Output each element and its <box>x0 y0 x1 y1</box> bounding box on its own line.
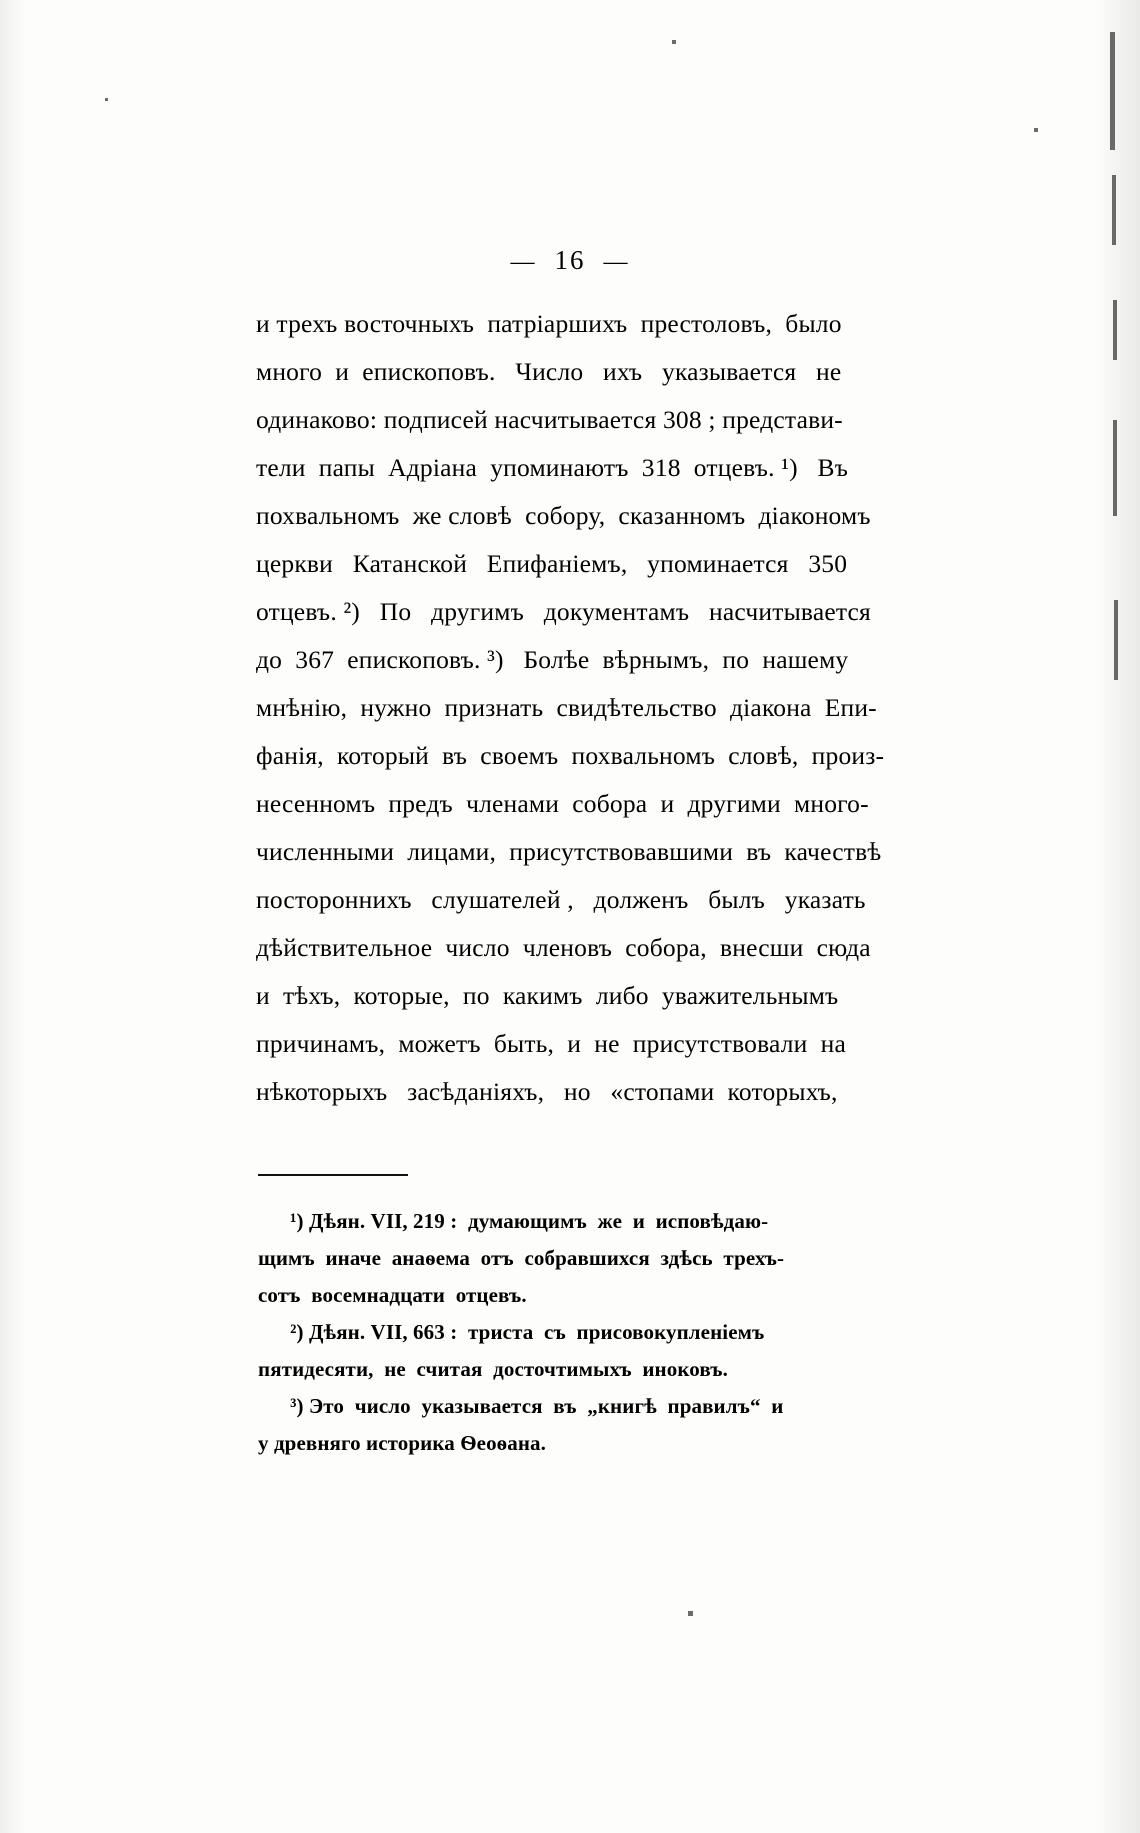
page-number-dash-left: — <box>510 249 537 275</box>
scan-artifact-mark <box>1113 300 1117 360</box>
body-line: церкви Катанской Епифаніемъ, упоминается 350 <box>256 549 848 578</box>
body-line: нѣкоторыхъ засѣданіяхъ, но «стопами которыхъ, <box>256 1077 838 1106</box>
footnote-line: ³) Это число указывается въ „книгѣ правилъ“ и <box>258 1394 784 1418</box>
page-number <box>0 245 1140 276</box>
scan-artifact-mark <box>1110 32 1115 150</box>
scan-artifact-mark <box>1113 420 1117 516</box>
body-line: одинаково: подписей насчитывается 308 ; представи- <box>256 405 843 434</box>
body-line: численными лицами, присутствовавшими въ качествѣ <box>256 837 882 866</box>
body-text <box>256 300 884 1116</box>
footnote-line: сотъ восемнадцати отцевъ. <box>258 1283 527 1307</box>
page-number-dash-right: — <box>603 249 630 275</box>
footnote-separator-rule <box>258 1174 408 1176</box>
body-line: мнѣнію, нужно признать свидѣтельство діакона Епи- <box>256 693 877 722</box>
body-line: похвальномъ же словѣ собору, сказанномъ діакономъ <box>256 501 871 530</box>
page-number-value: 16 <box>554 245 586 275</box>
body-line: и трехъ восточныхъ патріаршихъ престоловъ, было <box>256 309 842 338</box>
scan-speck <box>688 1611 693 1616</box>
body-line: причинамъ, можетъ быть, и не присутствовали на <box>256 1029 847 1058</box>
body-line: отцевъ. ²) По другимъ документамъ насчитывается <box>256 597 871 626</box>
footnote-line: щимъ иначе анаѳема отъ собравшихся здѣсь трехъ- <box>258 1246 785 1270</box>
footnote-line: пятидесяти, не считая досточтимыхъ иноковъ. <box>258 1357 728 1381</box>
footnote-line: ¹) Дѣян. VII, 219 : думающимъ же и исповѣдаю- <box>258 1209 769 1233</box>
scan-speck <box>672 40 676 44</box>
footnote-line: ²) Дѣян. VII, 663 : триста съ присовокупленіемъ <box>258 1320 765 1344</box>
body-line: много и епископовъ. Число ихъ указывается не <box>256 357 842 386</box>
body-line: и тѣхъ, которые, по какимъ либо уважительнымъ <box>256 981 839 1010</box>
body-line: несенномъ предъ членами собора и другими много- <box>256 789 869 818</box>
body-line: фанія, который въ своемъ похвальномъ словѣ, произ- <box>256 741 885 770</box>
scan-speck <box>1034 128 1038 132</box>
scan-speck <box>105 98 108 101</box>
footnotes-block <box>258 1203 888 1462</box>
body-line: постороннихъ слушателей , долженъ былъ указать <box>256 885 866 914</box>
footnote-line: у древняго историка Ѳеоѳана. <box>258 1431 547 1455</box>
scan-artifact-mark <box>1112 175 1116 245</box>
body-line: тели папы Адріана упоминаютъ 318 отцевъ. ¹) Въ <box>256 453 849 482</box>
scan-artifact-mark <box>1114 600 1118 680</box>
body-line: до 367 епископовъ. ³) Болѣе вѣрнымъ, по нашему <box>256 645 849 674</box>
body-line: дѣйствительное число членовъ собора, внесши сюда <box>256 933 871 962</box>
